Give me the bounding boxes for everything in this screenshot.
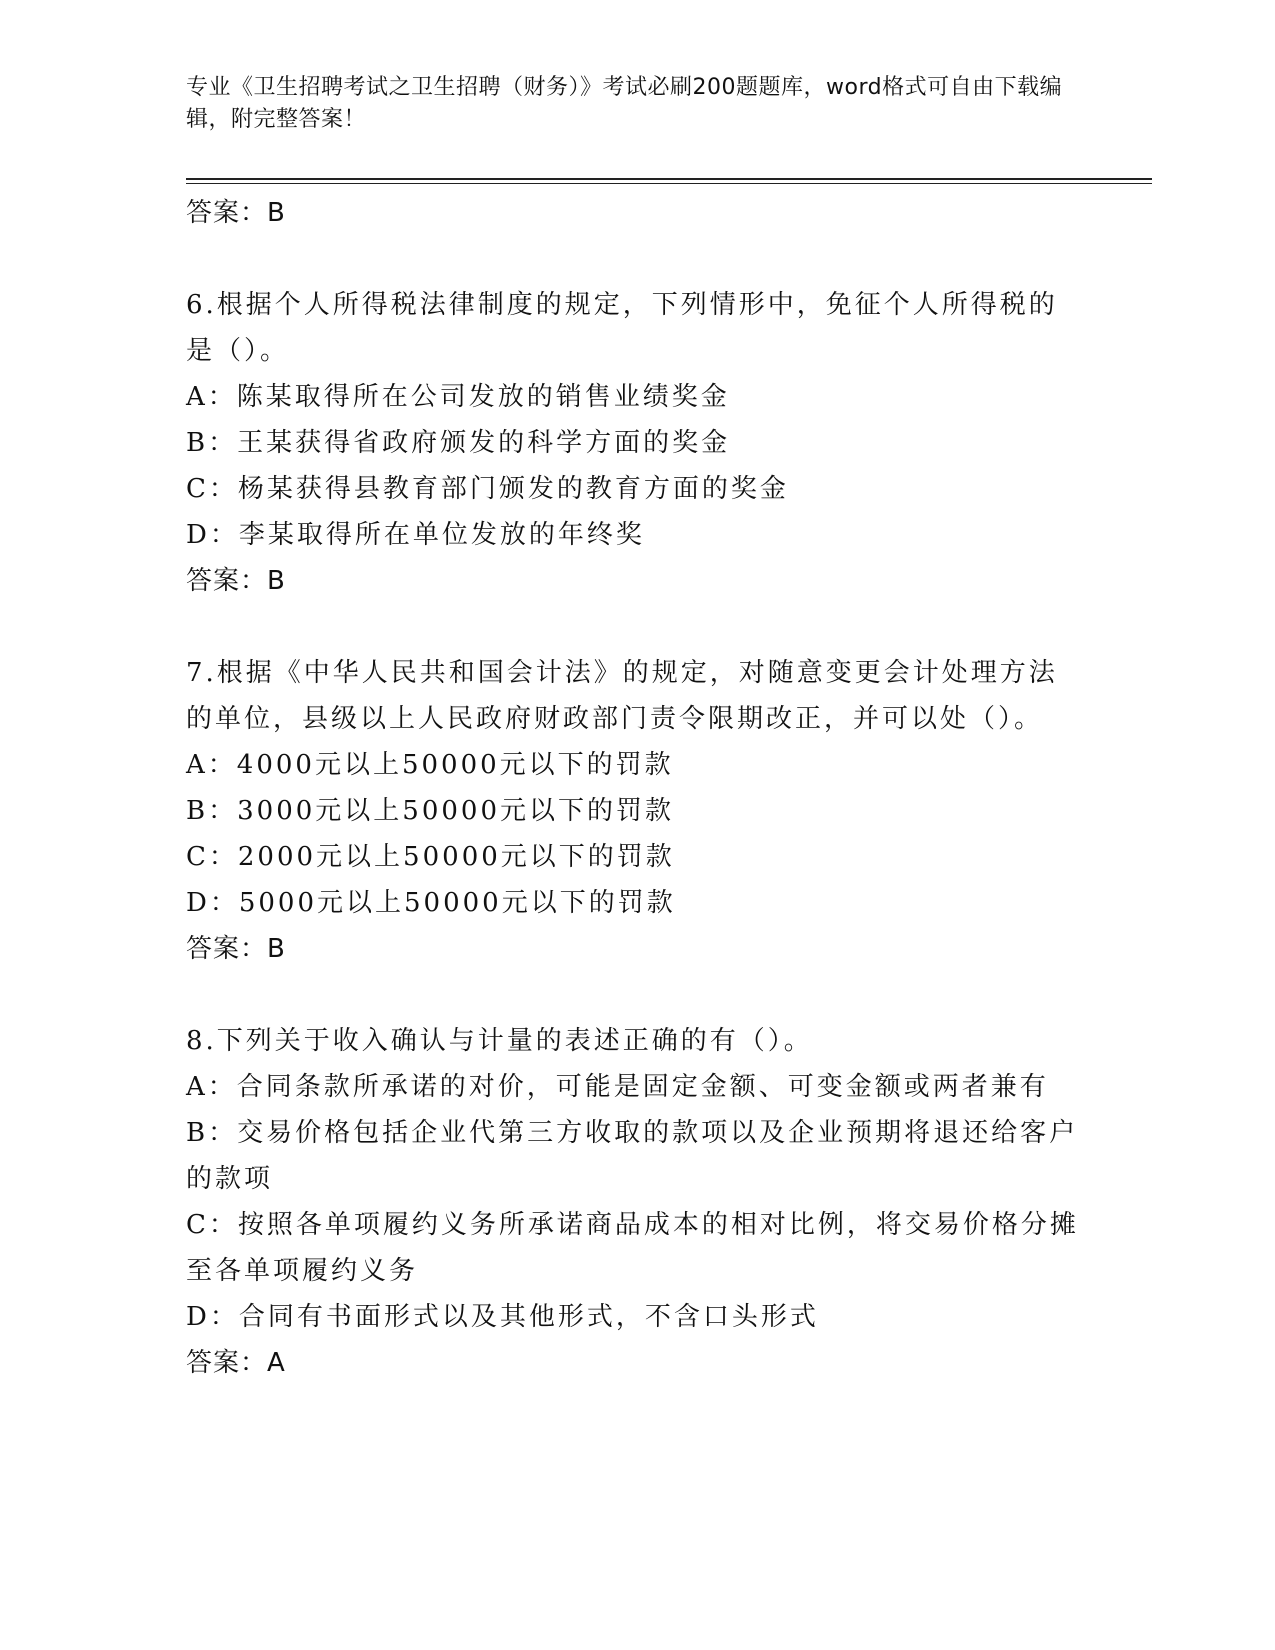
option-a: A：合同条款所承诺的对价，可能是固定金额、可变金额或两者兼有 (186, 1072, 1049, 1102)
option-a: A：陈某取得所在公司发放的销售业绩奖金 (186, 382, 730, 412)
option-b: B：3000元以上50000元以下的罚款 (186, 796, 674, 826)
option-b: B：王某获得省政府颁发的科学方面的奖金 (186, 428, 731, 458)
question-stem: 6.根据个人所得税法律制度的规定，下列情形中，免征个人所得税的是（）。 (186, 290, 1058, 366)
page-header: 专业《卫生招聘考试之卫生招聘（财务）》考试必刷200题题库，word格式可自由下载编辑，附完整答案！ (186, 75, 1063, 132)
spacer (186, 972, 1086, 1018)
option-c: C：2000元以上50000元以下的罚款 (186, 842, 675, 872)
question-8 (186, 1018, 1086, 1386)
option-d: D：5000元以上50000元以下的罚款 (186, 888, 676, 918)
answer: 答案：A (186, 1348, 286, 1378)
spacer (186, 604, 1086, 650)
option-d: D：合同有书面形式以及其他形式，不含口头形式 (186, 1302, 819, 1332)
option-c: C：按照各单项履约义务所承诺商品成本的相对比例，将交易价格分摊至各单项履约义务 (186, 1210, 1079, 1286)
answer: 答案：B (186, 566, 286, 596)
answer: 答案：B (186, 934, 286, 964)
header-rule-thick (186, 178, 1152, 180)
option-b: B：交易价格包括企业代第三方收取的款项以及企业预期将退还给客户的款项 (186, 1118, 1079, 1194)
question-stem: 7.根据《中华人民共和国会计法》的规定，对随意变更会计处理方法的单位，县级以上人民政府财政部门责令限期改正，并可以处（）。 (186, 658, 1058, 734)
option-a: A：4000元以上50000元以下的罚款 (186, 750, 674, 780)
question-7 (186, 650, 1086, 972)
answer-prev: 答案：B (186, 198, 286, 228)
question-6 (186, 282, 1086, 604)
header-rule-thin (186, 183, 1152, 184)
option-d: D：李某取得所在单位发放的年终奖 (186, 520, 645, 550)
question-list (186, 190, 1086, 1386)
option-c: C：杨某获得县教育部门颁发的教育方面的奖金 (186, 474, 789, 504)
spacer (186, 236, 1086, 282)
question-stem: 8.下列关于收入确认与计量的表述正确的有（）。 (186, 1026, 813, 1056)
